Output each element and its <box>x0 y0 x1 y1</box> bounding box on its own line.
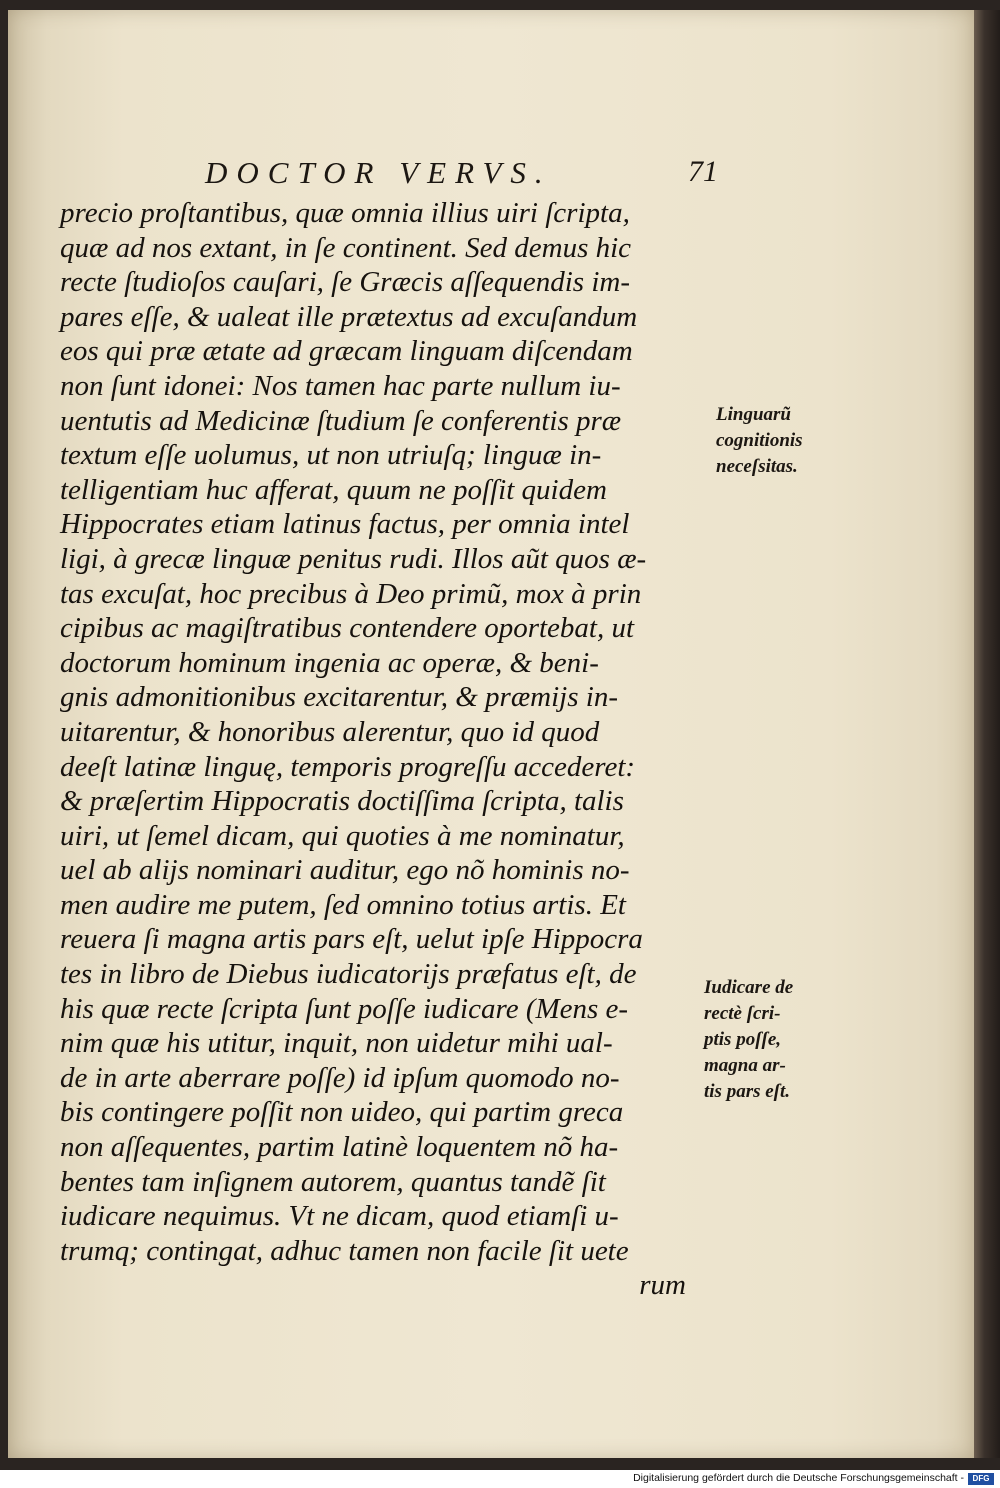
text-line: deeſt latinæ linguę, temporis progreſſu accederet: <box>60 750 636 783</box>
text-line: non aſſequentes, partim latinè loquentem nõ ha- <box>60 1131 619 1164</box>
text-line: trumq; contingat, adhuc tamen non facile ſit uete <box>60 1234 629 1267</box>
text-line: telligentiam huc afferat, quum ne poſſit quidem <box>60 473 607 506</box>
marginal-note-line: cognitionis <box>716 430 803 451</box>
text-line: doctorum hominum ingenia ac operæ, & beni- <box>60 646 599 679</box>
marginal-note-line: ptis poſſe, <box>704 1029 782 1050</box>
text-line: textum eſſe uolumus, ut non utriuſq; linguæ in- <box>60 439 602 472</box>
text-line: bis contingere poſſit non uideo, qui partim greca <box>60 1096 624 1129</box>
text-line: eos qui præ ætate ad græcam linguam diſcendam <box>60 335 633 368</box>
text-line: men audire me putem, ſed omnino totius artis. Et <box>60 888 626 921</box>
marginal-note-linguarum <box>716 402 803 480</box>
marginal-note-iudicare <box>704 975 793 1105</box>
text-line: pares eſſe, & ualeat ille prætextus ad excuſandum <box>60 300 638 333</box>
marginal-note-line: rectè ſcri- <box>704 1003 781 1024</box>
catchword: rum <box>639 1269 686 1302</box>
text-line: uel ab alijs nominari auditur, ego nõ hominis no- <box>60 854 630 887</box>
page-number: 71 <box>688 155 718 188</box>
text-line: recte ſtudioſos cauſari, ſe Græcis aſſequendis im- <box>60 266 630 299</box>
text-line: gnis admonitionibus excitarentur, & præmijs in- <box>60 681 618 714</box>
text-line: bentes tam inſignem autorem, quantus tandẽ ſit <box>60 1165 606 1198</box>
funding-credit: Digitalisierung gefördert durch die Deutsche Forschungsgemeinschaft - <box>633 1472 964 1484</box>
text-line: tas excuſat, hoc precibus à Deo primũ, mox à prin <box>60 577 642 610</box>
marginal-note-line: magna ar- <box>704 1055 786 1076</box>
text-line: nim quæ his utitur, inquit, non uidetur mihi ual- <box>60 1027 613 1060</box>
text-line: de in arte aberrare poſſe) id ipſum quomodo no- <box>60 1061 620 1094</box>
text-line: uiri, ut ſemel dicam, qui quoties à me nominatur, <box>60 819 625 852</box>
book-edge <box>974 10 1000 1458</box>
text-line: non ſunt idonei: Nos tamen hac parte nullum iu- <box>60 369 621 402</box>
text-line: precio proſtantibus, quæ omnia illius uiri ſcripta, <box>60 197 630 229</box>
marginal-note-line: Iudicare de <box>704 977 794 998</box>
text-line: quæ ad nos extant, in ſe continent. Sed demus hic <box>60 231 632 264</box>
text-line: uentutis ad Medicinæ ſtudium ſe conferentis præ <box>60 404 622 437</box>
marginal-note-line: neceſsitas. <box>716 456 798 477</box>
text-line: & præſertim Hippocratis doctiſſima ſcripta, talis <box>60 785 624 818</box>
text-line: reuera ſi magna artis pars eſt, uelut ipſe Hippocra <box>60 923 643 956</box>
dfg-logo-icon: DFG <box>968 1473 994 1485</box>
running-head: DOCTOR VERVS. <box>205 155 552 190</box>
marginal-note-line: Linguarũ <box>716 404 791 425</box>
body-text <box>60 196 710 1303</box>
marginal-note-line: tis pars eſt. <box>704 1081 791 1102</box>
text-line: uitarentur, & honoribus alerentur, quo id quod <box>60 715 600 748</box>
text-line: tes in libro de Diebus iudicatorijs præfatus eſt, de <box>60 958 637 991</box>
text-line: iudicare nequimus. Vt ne dicam, quod etiamſi u- <box>60 1200 619 1233</box>
text-line: his quæ recte ſcripta ſunt poſſe iudicare (Mens e- <box>60 992 629 1025</box>
text-line: Hippocrates etiam latinus factus, per omnia intel <box>60 508 630 541</box>
text-line: cipibus ac magiſtratibus contendere oportebat, ut <box>60 612 635 645</box>
text-line: ligi, à grecæ linguæ penitus rudi. Illos aũt quos æ- <box>60 542 647 575</box>
